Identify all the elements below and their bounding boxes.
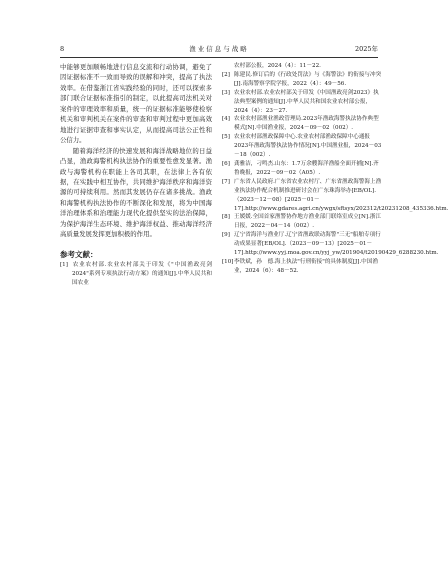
reference-item <box>60 261 212 288</box>
references-heading: 参考文献： <box>60 249 98 259</box>
reference-text: 李铁斌，孙 德.海上执法"行刑衔接"的具体制度[J].中国渔业，2024（6）：48－52. <box>234 258 378 274</box>
reference-continuation: 农村部公报，2024（4）：11－22. <box>234 63 321 69</box>
reference-item <box>222 89 382 116</box>
reference-text: 广东省人民政府.广东省农业农村厅、广东省渔政海警海上渔业执法协作配合机制推进研讨会在广东珠海举办[EB/OL].（2023－12－08）[2025－01－17].http://www.gdares.agri.cn/ywgx/sftsyx/202312/t20231208_435336.htm. <box>234 178 448 212</box>
reference-number: [6] <box>222 160 230 167</box>
reference-text: 农业农村部渔政保障中心.农业农村部渔政保障中心通报2023年渔政海警执法协作情况[N].中国渔业报，2024－03－18（002）. <box>234 134 382 159</box>
reference-item <box>222 115 382 133</box>
header-rule <box>60 57 378 58</box>
running-header <box>60 42 378 56</box>
reference-number: [10] <box>222 258 234 265</box>
page-number: 8 <box>60 45 65 53</box>
reference-number: [3] <box>222 89 230 96</box>
reference-item <box>222 133 382 160</box>
reference-number: [9] <box>222 232 230 239</box>
reference-item <box>222 178 448 214</box>
reference-item <box>222 71 382 89</box>
reference-text: 农业农村部渔业渔政管理局.2023年渔政海警执法协作典型模式[N].中国渔业报，2024－09－02（002）. <box>234 116 379 132</box>
reference-number: [5] <box>222 134 230 141</box>
reference-text: 王媛媛.全国首家渔警协作地方渔业部门联络室成立[N].浙江日报，2022－04－14（002）. <box>234 214 382 230</box>
reference-item <box>222 160 382 178</box>
journal-title: 渔业信息与战略 <box>189 45 249 53</box>
right-column <box>222 62 448 276</box>
left-column <box>60 62 212 287</box>
journal-year: 2025年 <box>354 45 378 53</box>
reference-item <box>222 213 382 231</box>
reference-number: [2] <box>222 71 230 78</box>
body-paragraph-continued: 中能够更加顺畅地进行信息交流和行动协调，避免了因证据标准不一致而导致的误解和冲突，提高了执法效率。在借鉴浙江省实践经验的同时，还可以探索多部门联合证据标准指引的制定，以此提高司法机关对案件的审理效率和质量，统一的证据标准能够使检察机关和审判机关在案件的审查和审判过程中更加高效地进行证据审查和事实认定，从而提高司法公正性和公信力。 <box>60 63 212 145</box>
reference-text: 农业农村部.农业农村部关于印发《中国渔政亮剑2023》执法典型案例的通知[J].中华人民共和国农业农村部公报，2024（4）：23－27. <box>234 89 379 114</box>
reference-item <box>222 258 382 276</box>
reference-item <box>222 231 439 258</box>
reference-text: 龚雅洁，刁鸣杰.山东：1.7万余艘海洋渔船全面开捕[N].齐鲁晚报，2022－09－02（A05）. <box>234 160 379 176</box>
reference-number: [4] <box>222 116 230 123</box>
reference-text: 陈建民.修订后的《行政处罚法》与《海警法》的衔接与冲突[J].南海警察学院学报，2022（4）：49－56. <box>234 71 382 87</box>
reference-text: 农业农村部.农业农村部关于印发《"中国渔政亮剑2024"系列专项执法行动方案》的通知[J].中华人民共和国农业 <box>72 261 212 286</box>
reference-number: [1] <box>60 261 68 268</box>
reference-number: [7] <box>222 178 230 185</box>
reference-number: [8] <box>222 214 230 221</box>
body-paragraph: 随着海洋经济的快速发展和海洋战略地位的日益凸显，渔政海警机构执法协作的重要性愈发显著。渔政与海警机构在职能上各司其职，在法律上各有依据，在实践中相互协作，共同维护海洋秩序和海洋资源的可持续利用。然而其发展仍存在诸多挑战。渔政和海警机构执法协作的不断深化和发展，将为中国海洋治理体系和治理能力现代化提供坚实的法治保障，为保护海洋生态环境、维护海洋权益、推动海洋经济高质量发展发挥更加积极的作用。 <box>60 146 212 239</box>
reference-text: 辽宁省海洋与渔业厅.辽宁省渔政联动海警"三无"船舶专项行动成果显著[EB/OL].（2023－09－13）[2025－01－17].http://www.yyj.moa.gov.cn/yyj_yw/201904/t20190429_6288230.htm. <box>234 232 439 257</box>
